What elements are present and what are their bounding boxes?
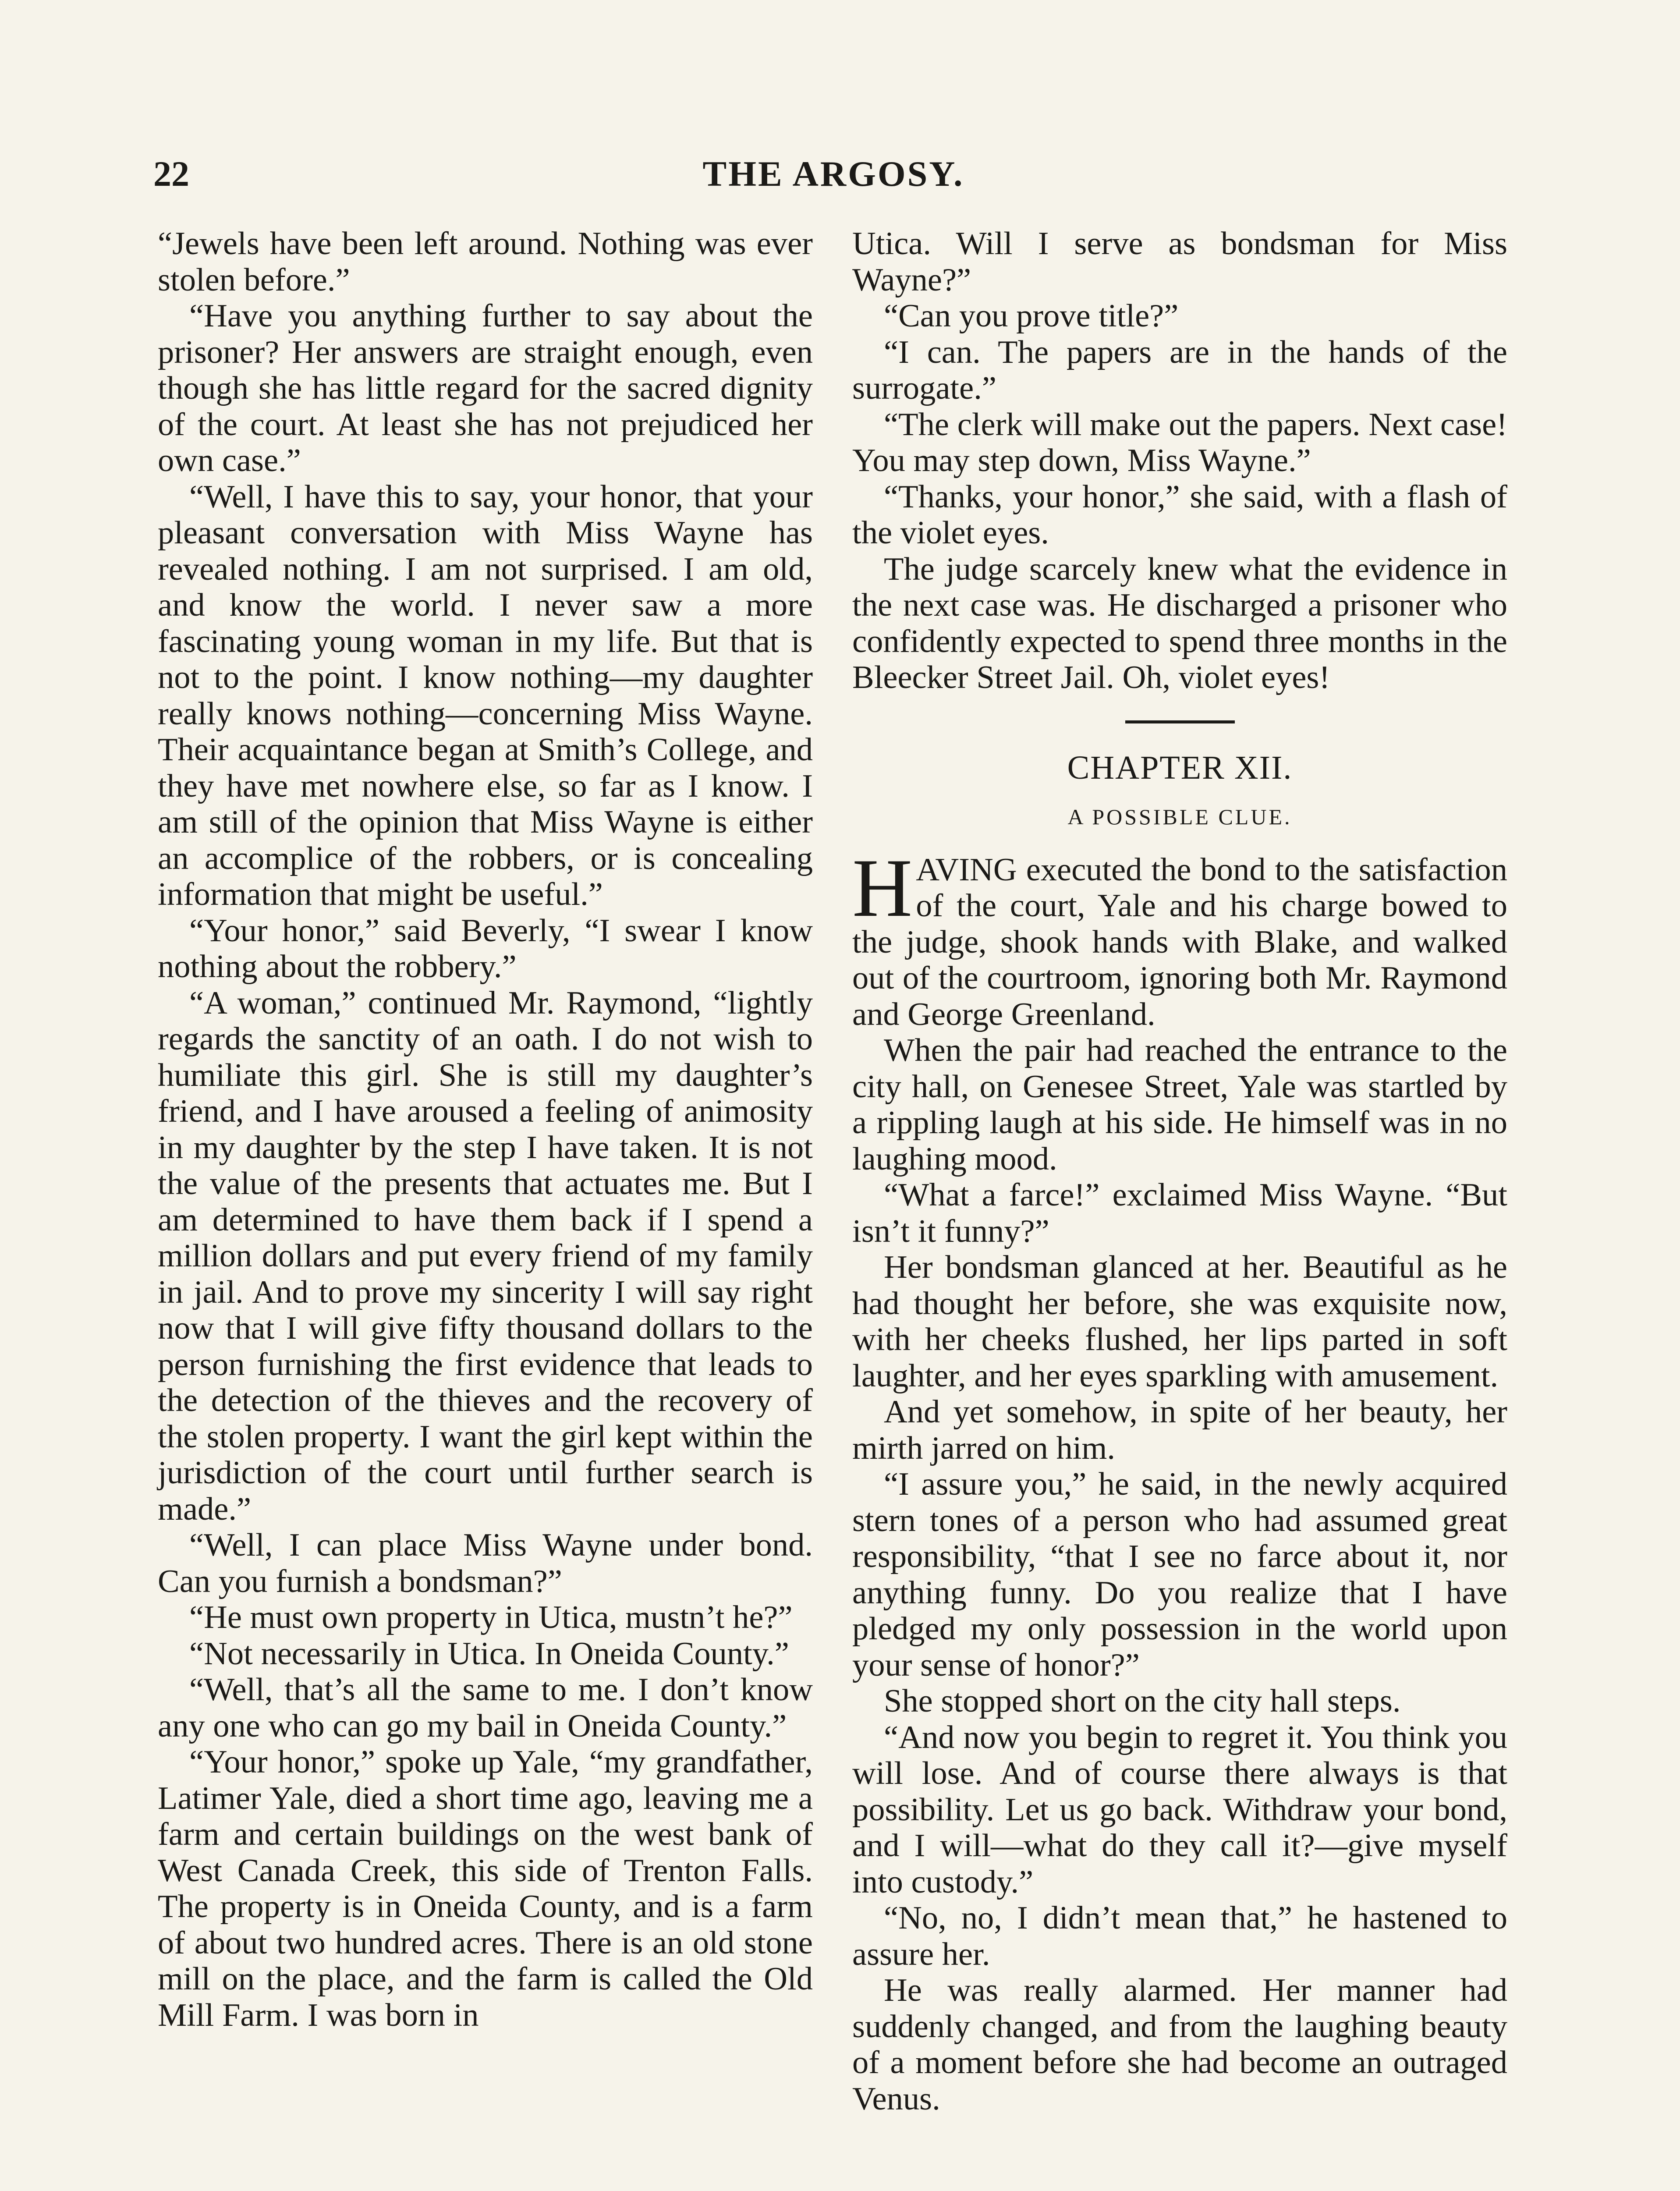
page-number: 22 bbox=[153, 154, 189, 194]
paragraph: “Well, I have this to say, your honor, that your pleasant conversation with Miss Wayne has revealed nothing. I am not surprised. I am old, and know the world. I never saw a more fascinating young woman in my life. But that is not to the point. I know nothing—my daughter really knows nothing—concerning Miss Wayne. Their acquaintance began at Smith’s College, and they have met nowhere else, so far as I know. I am still of the opinion that Miss Wayne is either an accomplice of the robbers, or is concealing information that might be useful.” bbox=[158, 479, 813, 912]
paragraph: “Have you anything further to say about the prisoner? Her answers are straight enough, even though she has little regard for the sacred dignity of the court. At least she has not prejudiced her own case.” bbox=[158, 298, 813, 479]
paragraph: “Well, I can place Miss Wayne under bond. Can you furnish a bondsman?” bbox=[158, 1527, 813, 1599]
chapter-title: CHAPTER XII. bbox=[1067, 749, 1293, 786]
paragraph: Her bondsman glanced at her. Beautiful as he had thought her before, she was exquisite now, with her cheeks flushed, her lips parted in soft laughter, and her eyes sparkling with amusement. bbox=[852, 1249, 1507, 1394]
paragraph: She stopped short on the city hall steps. bbox=[884, 1683, 1401, 1719]
running-title: THE ARGOSY. bbox=[702, 154, 964, 194]
right-column bbox=[852, 226, 1507, 2117]
paragraph: “No, no, I didn’t mean that,” he hastened to assure her. bbox=[852, 1900, 1507, 1972]
opening-text: AVING executed the bond to the satisfaction of the court, Yale and his charge bowed to the judge, shook hands with Blake, and walked out of the courtroom, ignoring both Mr. Raymond and George Greenland. bbox=[852, 851, 1507, 1032]
paragraph: He was really alarmed. Her manner had suddenly changed, and from the laughing beauty of a moment before she had become an outraged Venus. bbox=[852, 1972, 1507, 2117]
chapter-subtitle: A POSSIBLE CLUE. bbox=[1067, 805, 1292, 829]
paragraph: Utica. Will I serve as bondsman for Miss Wayne?” bbox=[852, 226, 1507, 298]
paragraph: “Well, that’s all the same to me. I don’t know any one who can go my bail in Oneida County.” bbox=[158, 1672, 813, 1744]
paragraph: “I can. The papers are in the hands of the surrogate.” bbox=[852, 334, 1507, 406]
paragraph: “And now you begin to regret it. You think you will lose. And of course there always is that possibility. Let us go back. Withdraw your bond, and I will—what do they call it?—give myself into custody.” bbox=[852, 1719, 1507, 1900]
paragraph: “Thanks, your honor,” she said, with a flash of the violet eyes. bbox=[852, 479, 1507, 551]
paragraph: “Can you prove title?” bbox=[884, 298, 1179, 334]
paragraph: “Not necessarily in Utica. In Oneida County.” bbox=[189, 1635, 789, 1672]
paragraph: And yet somehow, in spite of her beauty, her mirth jarred on him. bbox=[852, 1394, 1507, 1466]
paragraph: “He must own property in Utica, mustn’t he?” bbox=[189, 1599, 793, 1635]
paragraph: The judge scarcely knew what the evidence in the next case was. He discharged a prisoner who confidently expected to spend three months in the Bleecker Street Jail. Oh, violet eyes! bbox=[852, 551, 1507, 695]
paragraph: “Your honor,” spoke up Yale, “my grandfather, Latimer Yale, died a short time ago, leaving me a farm and certain buildings on the west bank of West Canada Creek, this side of Trenton Falls. The property is in Oneida County, and is a farm of about two hundred acres. There is an old stone mill on the place, and the farm is called the Old Mill Farm. I was born in bbox=[158, 1744, 813, 2033]
paragraph: When the pair had reached the entrance to the city hall, on Genesee Street, Yale was startled by a rippling laugh at his side. He himself was in no laughing mood. bbox=[852, 1032, 1507, 1177]
paragraph: “I assure you,” he said, in the newly acquired stern tones of a person who had assumed great responsibility, “that I see no farce about it, nor anything funny. Do you realize that I have pledged my only possession in the world upon your sense of honor?” bbox=[852, 1466, 1507, 1683]
paragraph: “A woman,” continued Mr. Raymond, “lightly regards the sanctity of an oath. I do not wish to humiliate this girl. She is still my daughter’s friend, and I have aroused a feeling of animosity in my daughter by the step I have taken. It is not the value of the presents that actuates me. But I am determined to have them back if I spend a million dollars and put every friend of my family in jail. And to prove my sincerity I will say right now that I will give fifty thousand dollars to the person furnishing the first evidence that leads to the detection of the thieves and the recovery of the stolen property. I want the girl kept within the jurisdiction of the court until further search is made.” bbox=[158, 985, 813, 1527]
chapter-opening-paragraph bbox=[852, 842, 1507, 1033]
paragraph: “What a farce!” exclaimed Miss Wayne. “But isn’t it funny?” bbox=[852, 1177, 1507, 1249]
section-divider bbox=[1125, 720, 1235, 723]
paragraph: “Your honor,” said Beverly, “I swear I know nothing about the robbery.” bbox=[158, 912, 813, 985]
drop-cap: H bbox=[852, 842, 913, 934]
paragraph: “Jewels have been left around. Nothing was ever stolen before.” bbox=[158, 226, 813, 298]
paragraph: “The clerk will make out the papers. Next case! You may step down, Miss Wayne.” bbox=[852, 406, 1507, 479]
left-column bbox=[158, 226, 813, 2033]
page-header bbox=[153, 153, 1513, 202]
